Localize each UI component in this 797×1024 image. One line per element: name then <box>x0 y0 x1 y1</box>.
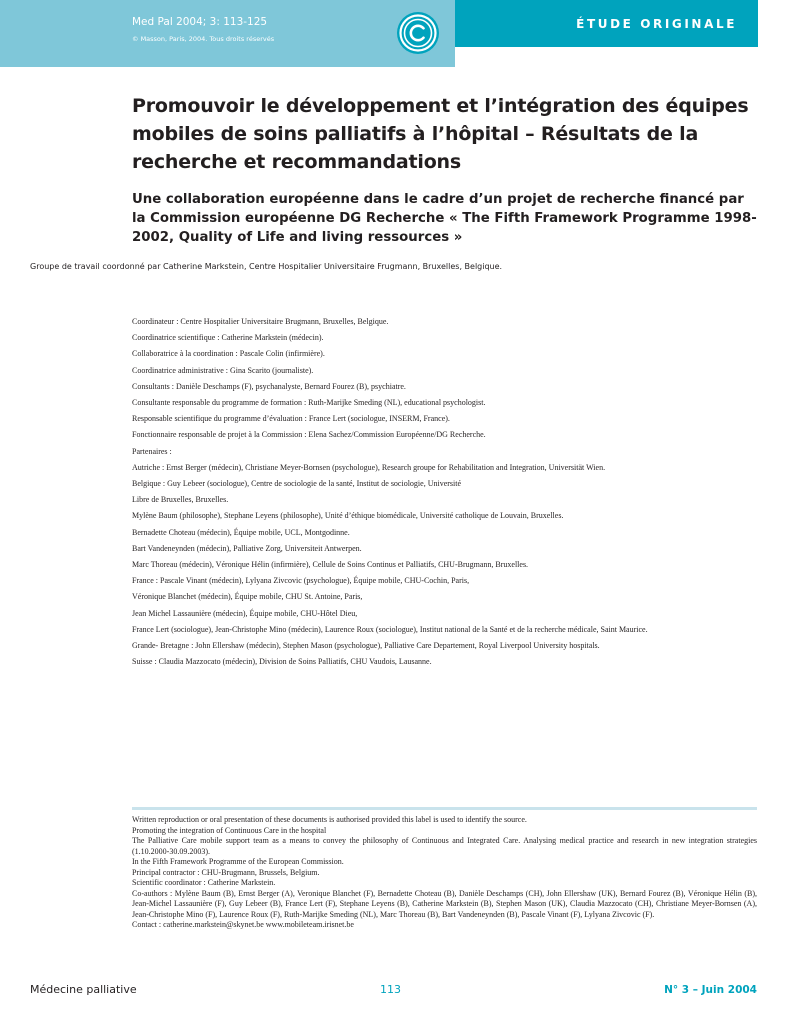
footnote-divider <box>132 807 757 810</box>
contributor-line: Belgique : Guy Lebeer (sociologue), Centre de sociologie de la santé, Institut de sociologie, Université <box>132 479 462 489</box>
contributor-line: Libre de Bruxelles, Bruxelles. <box>132 495 229 505</box>
contributor-line: Grande- Bretagne : John Ellershaw (médecin), Stephen Mason (psychologue), Palliative Care Departement, Royal Liverpool University hospitals. <box>132 641 600 651</box>
contributor-line: Fonctionnaire responsable de projet à la Commission : Elena Sachez/Commission Européenne/DG Recherche. <box>132 430 486 440</box>
footnote-block <box>132 815 757 931</box>
contributor-line: Responsable scientifique du programme d’évaluation : France Lert (sociologue, INSERM, France). <box>132 414 450 424</box>
contributor-line: Coordinatrice scientifique : Catherine Markstein (médecin). <box>132 333 324 343</box>
contributor-line: France : Pascale Vinant (médecin), Lylyana Zivcovic (psychologue), Équipe mobile, CHU-Cochin, Paris, <box>132 576 470 586</box>
header-banner-light <box>0 0 455 67</box>
working-group-line: Groupe de travail coordonné par Catherine Markstein, Centre Hospitalier Universitaire Frugmann, Bruxelles, Belgique. <box>30 262 503 271</box>
copyright-circle-icon <box>396 11 440 55</box>
footnote-line: Scientific coordinator : Catherine Markstein. <box>132 878 276 887</box>
footnote-line: The Palliative Care mobile support team as a means to convey the philosophy of Continuous and Integrated Care. Analysing medical practice and research in new integration strategies (1.10.2000-30.09.2003). <box>132 836 757 856</box>
article-subtitle: Une collaboration européenne dans le cadre d’un projet de recherche financé par la Commission européenne DG Recherche « The Fifth Framework Programme 1998-2002, Quality of Life and living ressources » <box>132 192 757 245</box>
contributor-line: France Lert (sociologue), Jean-Christophe Mino (médecin), Laurence Roux (sociologue), Institut national de la Santé et de la recherche médicale, Saint Maurice. <box>132 624 648 634</box>
article-title: Promouvoir le développement et l’intégration des équipes mobiles de soins palliatifs à l’hôpital – Résultats de la recherche et recommandations <box>132 95 749 173</box>
footnote-line: Written reproduction or oral presentation of these documents is authorised provided this label is used to identify the source. <box>132 815 527 824</box>
contributor-line: Jean Michel Lassaunière (médecin), Équipe mobile, CHU-Hôtel Dieu, <box>132 608 358 618</box>
footer-journal-name: Médecine palliative <box>30 983 137 996</box>
contributors-list <box>132 314 762 670</box>
footnote-contact: Contact : catherine.markstein@skynet.be www.mobileteam.irisnet.be <box>132 920 354 929</box>
contributor-line: Mylène Baum (philosophe), Stephane Leyens (philosophe), Unité d’éthique biomédicale, Université catholique de Louvain, Bruxelles. <box>132 511 564 521</box>
contributor-line: Bart Vandeneynden (médecin), Palliative Zorg, Universiteit Antwerpen. <box>132 543 362 553</box>
footnote-line: Co-authors : Mylène Baum (B), Ernst Berger (A), Veronique Blanchet (F), Bernadette Choteau (B), Danièle Deschamps (CH), John Ellershaw (UK), Bernard Fourez (B), Véronique Hélin (B), Jean-Michel Lassaunière (F), Guy Lebeer (B), France Lert (F), Stephane Leyens (B), Catherine Markstein (B), Stephen Mason (UK), Claudia Mazzocato (CH), Christiane Meyer-Bornsen (A), Jean-Christophe Mino (F), Laurence Roux (F), Ruth-Marijke Smeding (NL), Marc Thoreau (B), Bart Vandeneynden (B), Pascale Vinant (F), Lylyana Zivcovic (F). <box>132 888 757 919</box>
contributor-line: Coordinateur : Centre Hospitalier Universitaire Brugmann, Bruxelles, Belgique. <box>132 317 389 326</box>
contributor-line: Consultants : Danièle Deschamps (F), psychanalyste, Bernard Fourez (B), psychiatre. <box>132 381 406 391</box>
contributor-line: Collaboratrice à la coordination : Pascale Colin (infirmière). <box>132 349 325 359</box>
footnote-line: Principal contractor : CHU-Brugmann, Brussels, Belgium. <box>132 867 320 877</box>
contributor-line: Bernadette Choteau (médecin), Équipe mobile, UCL, Montgodinne. <box>132 527 350 537</box>
footer-page-number: 113 <box>380 983 401 996</box>
footer-issue: N° 3 – Juin 2004 <box>664 984 757 996</box>
footnote-line: Promoting the integration of Continuous Care in the hospital <box>132 825 327 835</box>
contributor-line: Coordinatrice administrative : Gina Scarito (journaliste). <box>132 365 314 375</box>
copyright-notice: © Masson, Paris, 2004. Tous droits réservés <box>132 35 275 43</box>
article-category: ÉTUDE ORIGINALE <box>576 17 737 31</box>
journal-reference: Med Pal 2004; 3: 113-125 <box>132 16 268 28</box>
footnote-line: In the Fifth Framework Programme of the European Commission. <box>132 857 344 866</box>
contributor-line: Partenaires : <box>132 446 172 456</box>
contributor-line: Marc Thoreau (médecin), Véronique Hélin (infirmière), Cellule de Soins Continus et Palliatifs, CHU-Brugmann, Bruxelles. <box>132 560 529 570</box>
contributor-line: Consultante responsable du programme de formation : Ruth-Marijke Smeding (NL), educational psychologist. <box>132 398 486 408</box>
contributor-line: Suisse : Claudia Mazzocato (médecin), Division de Soins Palliatifs, CHU Vaudois, Lausanne. <box>132 657 432 667</box>
contributor-line: Véronique Blanchet (médecin), Équipe mobile, CHU St. Antoine, Paris, <box>132 592 363 602</box>
contributor-line: Autriche : Ernst Berger (médecin), Christiane Meyer-Bornsen (psychologue), Research groupe for Rehabilitation and Integration, Universität Wien. <box>132 462 606 472</box>
